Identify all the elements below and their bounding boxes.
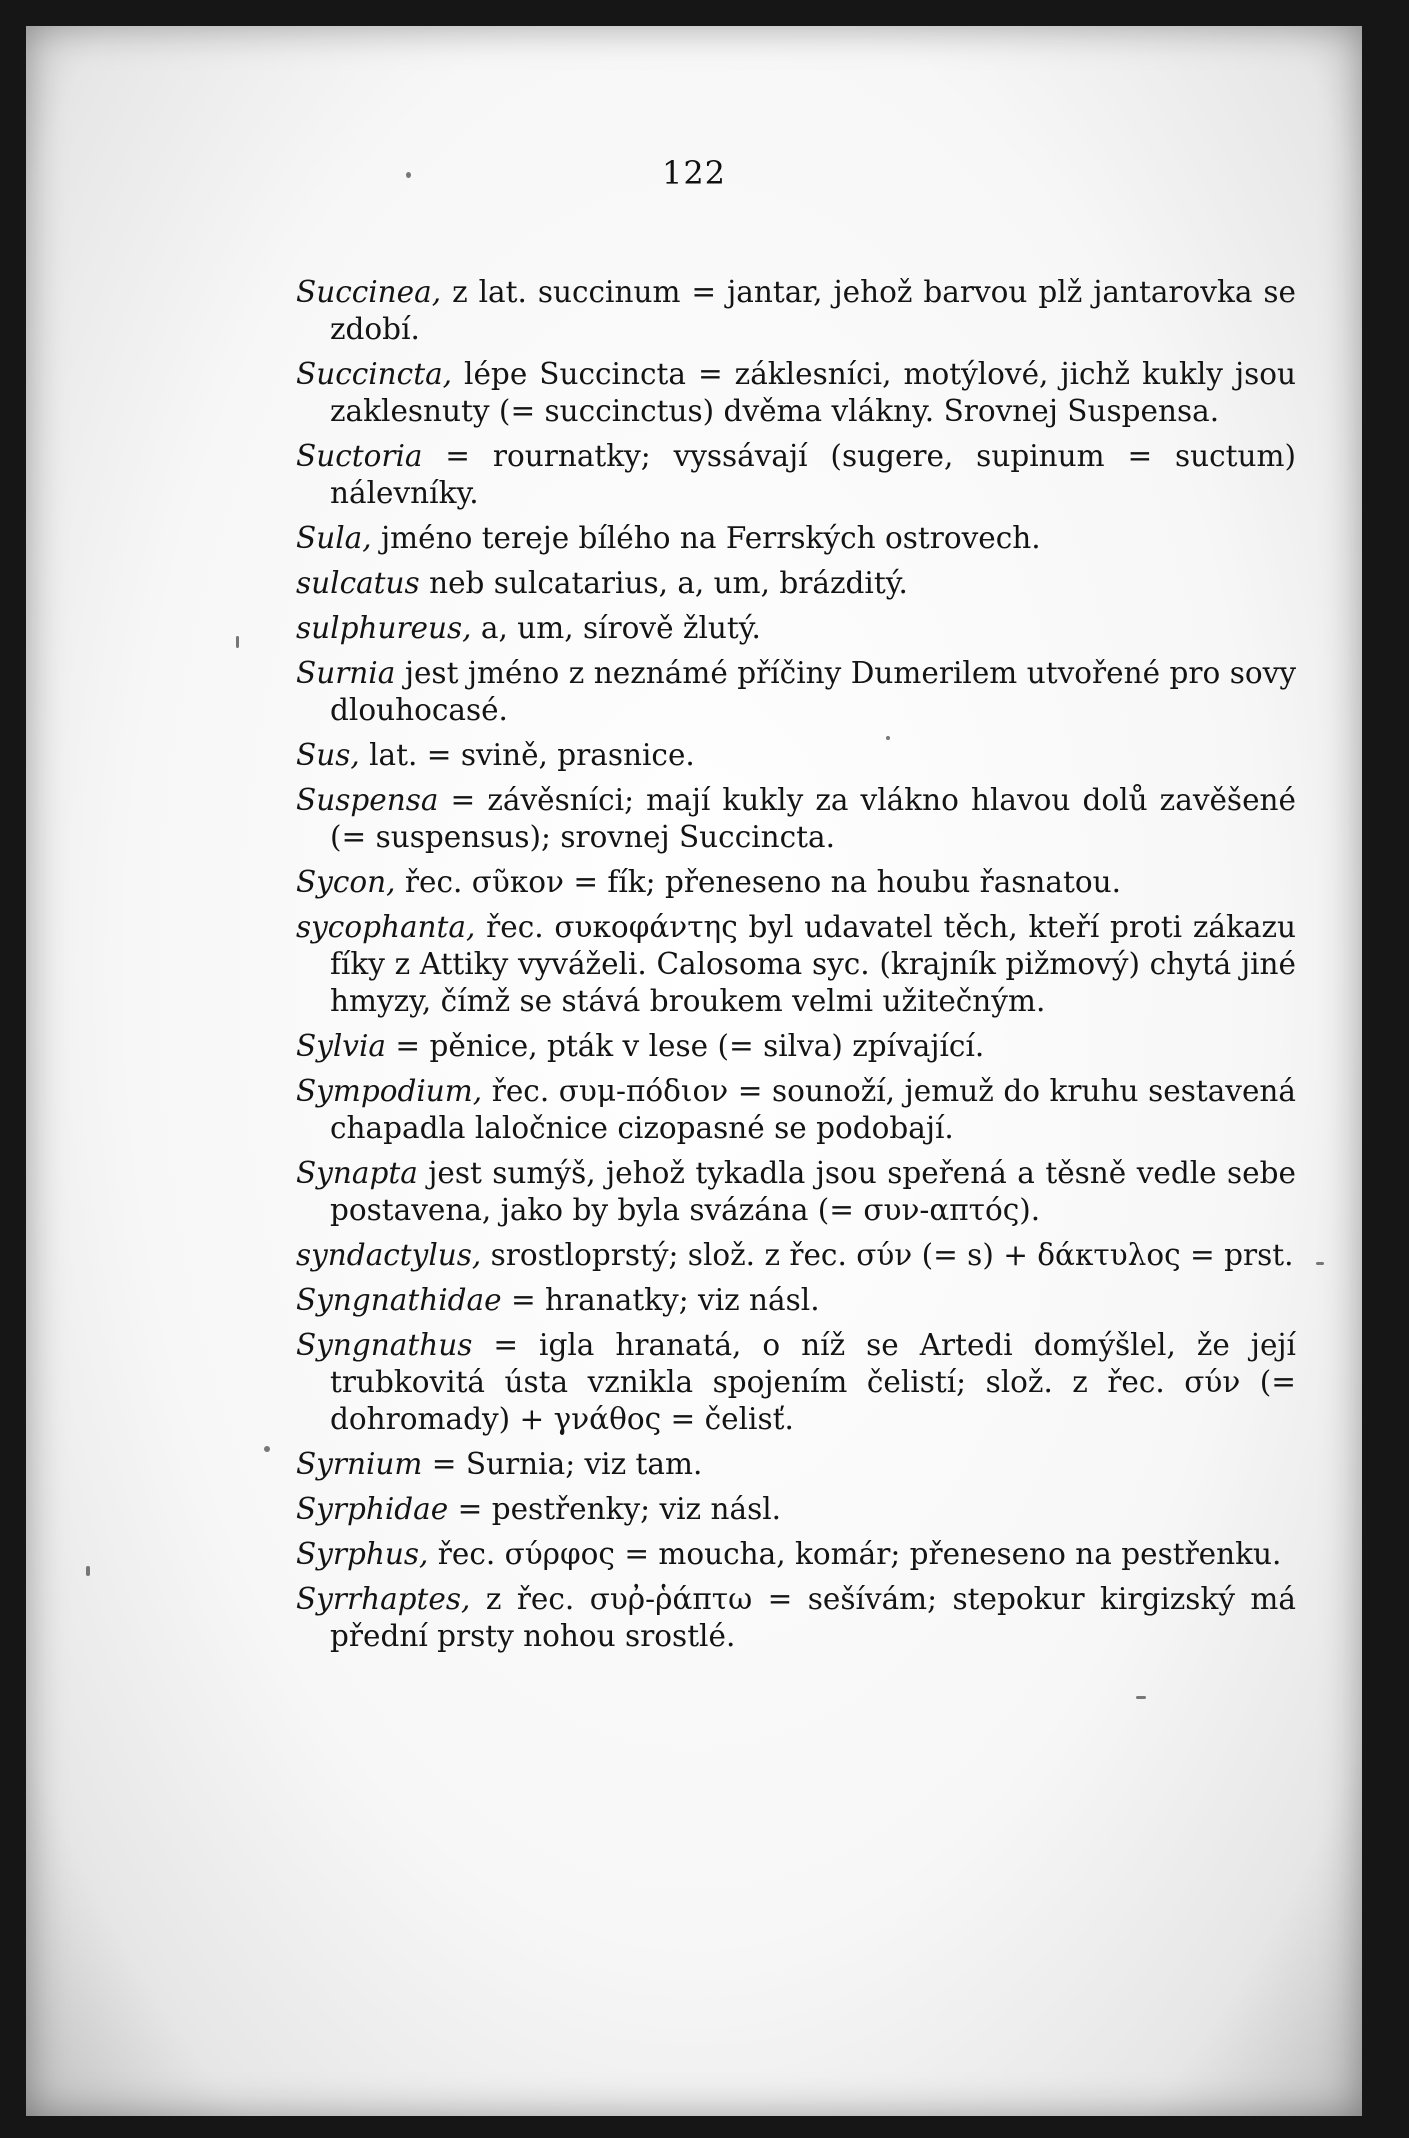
entry-text: = závěsníci; mají kukly za vlákno hlavou dolů zavěšené (= suspensus); srovnej Succincta. — [330, 783, 1296, 854]
entry-term: Syrphidae — [296, 1492, 449, 1526]
entry-term: Sus, — [296, 738, 360, 772]
entry-term: Sula, — [296, 521, 372, 555]
entry-term: Succincta, — [296, 357, 453, 391]
entry-text: řec. σῦκον = fík; přeneseno na houbu řasnatou. — [395, 865, 1122, 899]
page-number: 122 — [661, 154, 727, 192]
dictionary-entry — [296, 1491, 1296, 1528]
dictionary-entry — [296, 655, 1296, 729]
entry-text: = Surnia; viz tam. — [422, 1447, 703, 1481]
dictionary-entry — [296, 1282, 1296, 1319]
entry-term: Synapta — [296, 1156, 418, 1190]
paper-speck — [236, 636, 239, 648]
entry-term: Suctoria — [296, 439, 423, 473]
dictionary-entry — [296, 909, 1296, 1020]
entry-text: a, um, sírově žlutý. — [471, 611, 761, 645]
entry-term: Syrnium — [296, 1447, 423, 1481]
entry-text: = pestřenky; viz násl. — [448, 1492, 782, 1526]
entry-text: jméno tereje bílého na Ferrských ostrovech. — [371, 521, 1041, 555]
entry-text: lat. = svině, prasnice. — [359, 738, 695, 772]
entry-text: jest sumýš, jehož tykadla jsou speřená a těsně vedle sebe postavena, jako by byla svázána (= συν-απτός). — [330, 1156, 1296, 1227]
dictionary-entries — [296, 274, 1296, 1663]
entry-term: sulphureus, — [296, 611, 472, 645]
entry-term: Sympodium, — [296, 1074, 483, 1108]
dictionary-entry — [296, 356, 1296, 430]
dictionary-entry — [296, 1536, 1296, 1573]
entry-term: Syrphus, — [296, 1537, 429, 1571]
entry-term: sulcatus — [296, 566, 420, 600]
entry-term: syndactylus, — [296, 1238, 482, 1272]
entry-term: Suspensa — [296, 783, 439, 817]
entry-term: Syrrhaptes, — [296, 1582, 471, 1616]
dictionary-entry — [296, 1237, 1296, 1274]
dictionary-entry — [296, 782, 1296, 856]
paper-speck — [886, 736, 890, 740]
paper-speck — [1316, 1262, 1324, 1265]
entry-term: sycophanta, — [296, 910, 476, 944]
dictionary-entry — [296, 1446, 1296, 1483]
dictionary-entry — [296, 438, 1296, 512]
paper-speck — [406, 172, 411, 178]
entry-term: Sylvia — [296, 1029, 386, 1063]
entry-text: = igla hranatá, o níž se Artedi domýšlel, že její trubkovitá ústa vznikla spojením čelistí; slož. z řec. σύν (= dohromady) + γνάθος = čelisť. — [330, 1328, 1296, 1436]
entry-text: řec. συκοφάντης byl udavatel těch, kteří proti zákazu fíky z Attiky vyváželi. Calosoma syc. (krajník pižmový) chytá jiné hmyzy, čímž se stává broukem velmi užitečným. — [330, 910, 1296, 1018]
dictionary-entry — [296, 1028, 1296, 1065]
paper-speck — [86, 1566, 90, 1576]
entry-text: srostloprstý; slož. z řec. σύν (= s) + δάκτυλος = prst. — [481, 1238, 1294, 1272]
paper-speck — [1136, 1696, 1146, 1699]
entry-text: = pěnice, pták v lese (= silva) zpívající. — [386, 1029, 985, 1063]
entry-text: z lat. succinum = jantar, jehož barvou plž jantarovka se zdobí. — [330, 275, 1296, 346]
dictionary-entry — [296, 1073, 1296, 1147]
entry-text: řec. συμ-πόδιον = sounoží, jemuž do kruhu sestavená chapadla laločnice cizopasné se podobají. — [330, 1074, 1296, 1145]
dictionary-entry — [296, 1581, 1296, 1655]
entry-text: z řec. συῤ-ῥάπτω = sešívám; stepokur kirgizský má přední prsty nohou srostlé. — [330, 1582, 1296, 1653]
entry-text: řec. σύρφος = moucha, komár; přeneseno na pestřenku. — [428, 1537, 1282, 1571]
entry-term: Syngnathidae — [296, 1283, 502, 1317]
entry-term: Surnia — [296, 656, 396, 690]
paper-speck — [264, 1446, 270, 1452]
dictionary-entry — [296, 520, 1296, 557]
book-page — [26, 26, 1362, 2116]
dictionary-entry — [296, 737, 1296, 774]
entry-text: = rournatky; vyssávají (sugere, supinum = suctum) nálevníky. — [330, 439, 1296, 510]
dictionary-entry — [296, 274, 1296, 348]
entry-term: Sycon, — [296, 865, 396, 899]
entry-text: jest jméno z neznámé příčiny Dumerilem utvořené pro sovy dlouhocasé. — [330, 656, 1296, 727]
dictionary-entry — [296, 864, 1296, 901]
entry-text: lépe Succincta = záklesníci, motýlové, jichž kukly jsou zaklesnuty (= succinctus) dvěma vlákny. Srovnej Suspensa. — [330, 357, 1296, 428]
dictionary-entry — [296, 565, 1296, 602]
entry-term: Succinea, — [296, 275, 442, 309]
dictionary-entry — [296, 610, 1296, 647]
entry-text: = hranatky; viz násl. — [501, 1283, 820, 1317]
dictionary-entry — [296, 1155, 1296, 1229]
entry-text: neb sulcatarius, a, um, brázditý. — [419, 566, 908, 600]
entry-term: Syngnathus — [296, 1328, 473, 1362]
dictionary-entry — [296, 1327, 1296, 1438]
